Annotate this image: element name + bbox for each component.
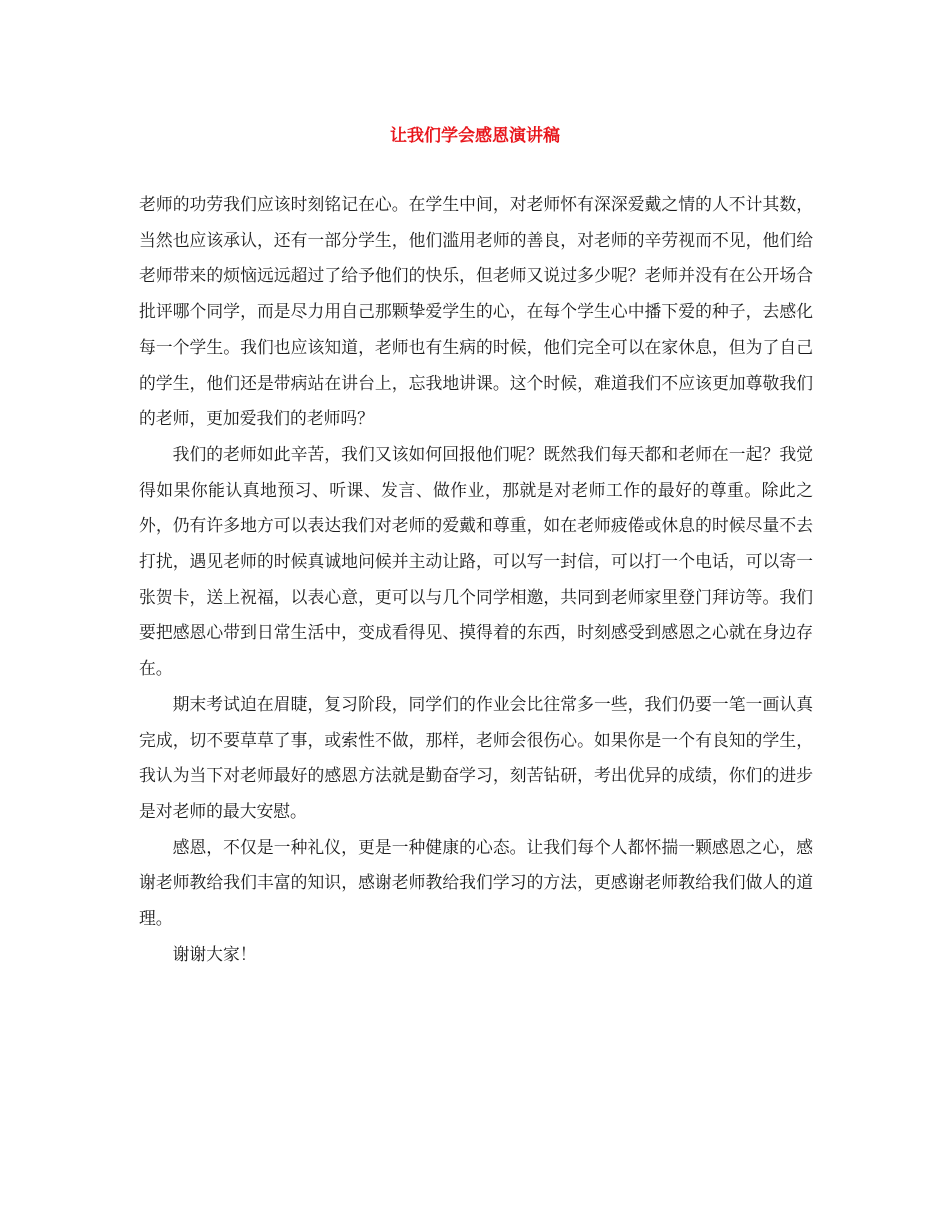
document-body (139, 187, 813, 972)
paragraph-3: 期末考试迫在眉睫，复习阶段，同学们的作业会比往常多一些，我们仍要一笔一画认真完成，切不要草草了事，或索性不做，那样，老师会很伤心。如果你是一个有良知的学生，我认为当下对老师最好的感恩方法就是勤奋学习，刻苦钻研，考出优异的成绩，你们的进步是对老师的最大安慰。 (139, 693, 813, 821)
paragraph-4: 感恩，不仅是一种礼仪，更是一种健康的心态。让我们每个人都怀揣一颗感恩之心，感谢老师教给我们丰富的知识，感谢老师教给我们学习的方法，更感谢老师教给我们做人的道理。 (139, 836, 813, 929)
paragraph-5: 谢谢大家！ (172, 943, 257, 964)
paragraph-2: 我们的老师如此辛苦，我们又该如何回报他们呢？既然我们每天都和老师在一起？我觉得如果你能认真地预习、听课、发言、做作业，那就是对老师工作的最好的尊重。除此之外，仍有许多地方可以表达我们对老师的爱戴和尊重，如在老师疲倦或休息的时候尽量不去打扰，遇见老师的时候真诚地问候并主动让路，可以写一封信，可以打一个电话，可以寄一张贺卡，送上祝福，以表心意，更可以与几个同学相邀，共同到老师家里登门拜访等。我们要把感恩心带到日常生活中，变成看得见、摸得着的东西，时刻感受到感恩之心就在身边存在。 (139, 443, 813, 679)
paragraph-1: 老师的功劳我们应该时刻铭记在心。在学生中间，对老师怀有深深爱戴之情的人不计其数，当然也应该承认，还有一部分学生，他们滥用老师的善良，对老师的辛劳视而不见，他们给老师带来的烦恼远远超过了给予他们的快乐，但老师又说过多少呢？老师并没有在公开场合批评哪个同学，而是尽力用自己那颗挚爱学生的心，在每个学生心中播下爱的种子，去感化每一个学生。我们也应该知道，老师也有生病的时候，他们完全可以在家休息，但为了自己的学生，他们还是带病站在讲台上，忘我地讲课。这个时候，难道我们不应该更加尊敬我们的老师，更加爱我们的老师吗？ (139, 194, 813, 429)
document-title: 让我们学会感恩演讲稿 (390, 126, 560, 146)
